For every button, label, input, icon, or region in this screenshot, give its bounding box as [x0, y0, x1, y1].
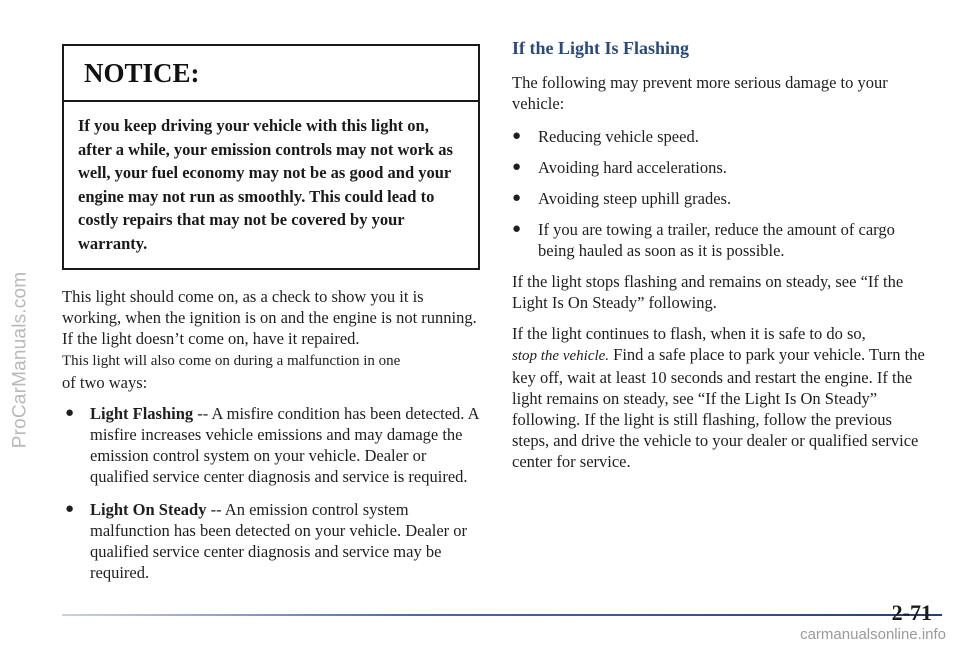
footer-rule	[62, 614, 942, 616]
bullet-icon: ●	[65, 501, 75, 517]
notice-body: If you keep driving your vehicle with this light on, after a while, your emission controls may not work as well, your fuel economy may not be as good and your engine may not run as smoothly. This could lead to costly repairs that may not be covered by your warranty.	[78, 116, 453, 253]
list-item: ● Avoiding steep uphill grades.	[512, 189, 732, 208]
bullet-term: Light On Steady	[90, 500, 207, 519]
watermark	[6, 80, 34, 640]
bullet-icon: ●	[65, 405, 75, 421]
bullet-text: -- A misfire condition has been detected. A misfire increases vehicle emissions and may damage the emission control system on your vehicle. Dealer or qualified service center diagnosis and service is required.	[90, 404, 479, 486]
bullet-icon: ●	[512, 159, 522, 175]
page-number: 2-71	[891, 600, 932, 625]
intro-paragraph: The following may prevent more serious damage to your vehicle:	[512, 73, 888, 113]
footer-watermark: carmanualsonline.info	[800, 626, 946, 643]
malfunction-paragraph-rest: of two ways:	[62, 373, 148, 392]
continues-flashing-paragraph: If the light continues to flash, when it is safe to do so, stop the vehicle. Find a safe place to park your vehicle. Turn the key off, wait at least 10 seconds and restart the engine. If the light remains on steady, see “If the Light Is On Steady” following. If the light is still flashing, follow the previous steps, and drive the vehicle to your dealer or qualified service center for service.	[512, 324, 925, 471]
stop-vehicle-emphasis: stop the vehicle.	[512, 348, 610, 364]
malfunction-paragraph-small: This light will also come on during a malfunction in one	[62, 353, 401, 369]
malfunction-paragraph	[62, 349, 482, 393]
notice-box	[62, 44, 480, 270]
bullet-icon: ●	[512, 221, 522, 237]
right-column	[512, 38, 932, 472]
bullet-icon: ●	[512, 128, 522, 144]
prevention-list	[512, 126, 932, 261]
check-paragraph: This light should come on, as a check to show you it is working, when the ignition is on and the engine is not running. If the light doesn’t come on, have it repaired.	[62, 287, 477, 348]
bullet-text: -- An emission control system malfunction has been detected on your vehicle. Dealer or qualified service center diagnosis and service may be required.	[90, 500, 468, 582]
bullet-icon: ●	[512, 190, 522, 206]
notice-title: NOTICE:	[64, 46, 478, 102]
section-heading: If the Light Is Flashing	[512, 38, 690, 58]
list-item: ● Avoiding hard accelerations.	[512, 158, 727, 177]
bullet-light-on-steady	[62, 499, 482, 583]
list-item: ● Reducing vehicle speed.	[512, 127, 699, 146]
left-column	[62, 286, 482, 583]
bullet-light-flashing	[62, 403, 482, 487]
bullet-term: Light Flashing	[90, 404, 194, 423]
stops-flashing-paragraph: If the light stops flashing and remains on steady, see “If the Light Is On Steady” following.	[512, 272, 904, 312]
list-item: ● If you are towing a trailer, reduce the amount of cargo being hauled as soon as it is possible.	[512, 220, 895, 260]
watermark-text: ProCarManuals.com	[9, 271, 31, 449]
